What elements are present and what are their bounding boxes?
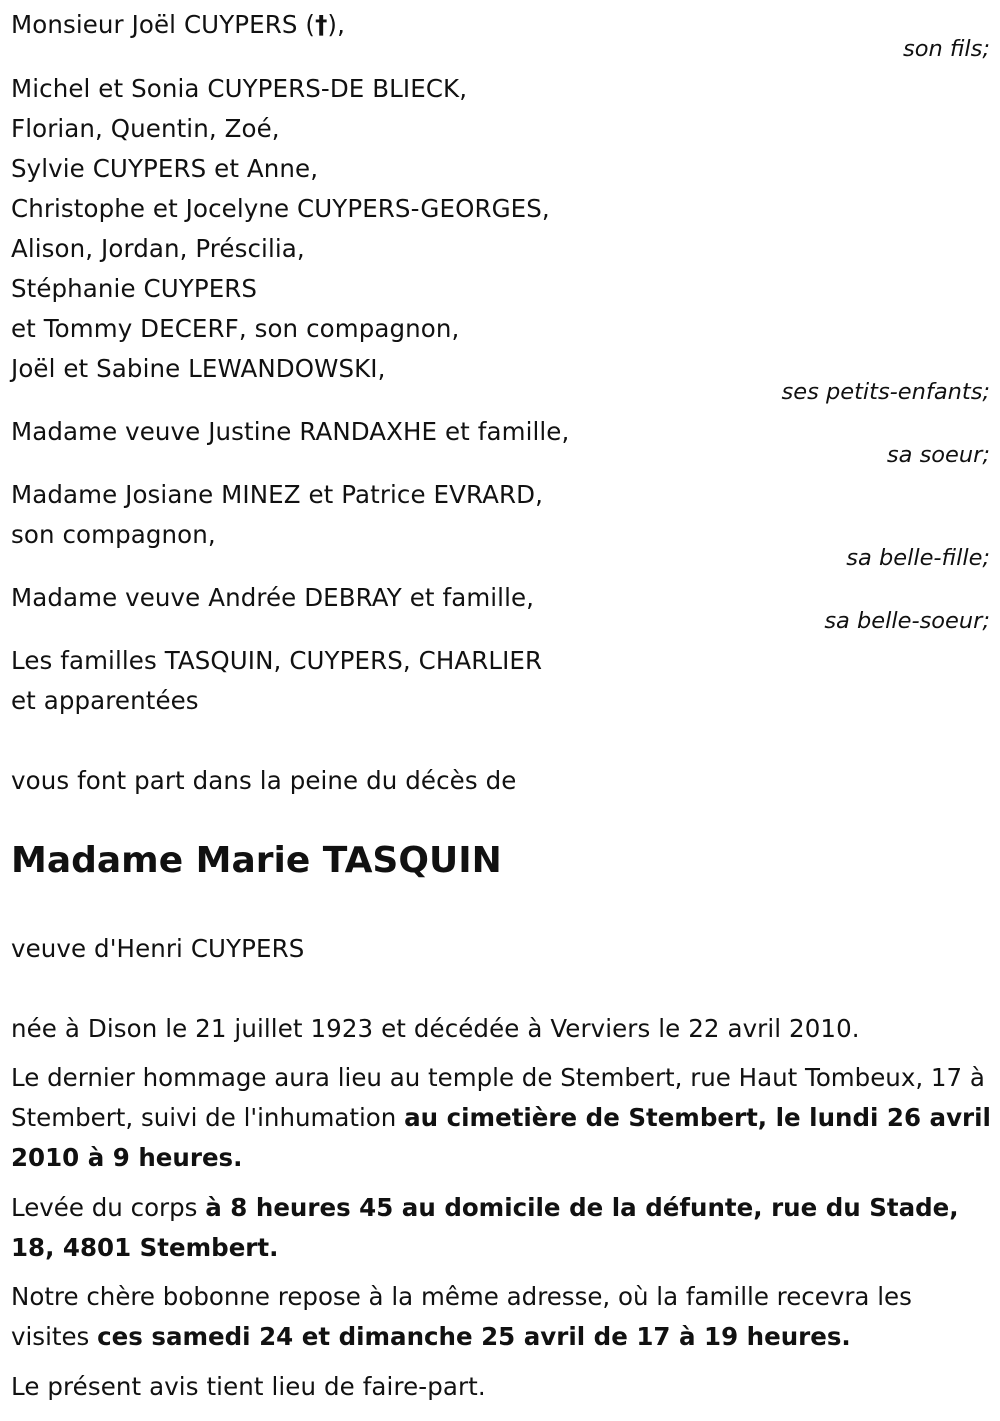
relation-son: son fils; (903, 36, 990, 62)
deceased-name: Madame Marie TASQUIN (11, 840, 502, 881)
widow-of: veuve d'Henri CUYPERS (11, 934, 305, 963)
levee-text: Levée du corps (11, 1193, 206, 1222)
visits-text: Notre chère bobonne repose à la même adresse, où la famille recevra les visites (11, 1282, 912, 1351)
levee-paragraph (11, 1188, 991, 1268)
funeral-text: Le dernier hommage aura lieu au temple de Stembert, rue Haut Tombeux, 17 à Stembert, suivi de l'inhumation (11, 1063, 985, 1132)
relation-sister-in-law: sa belle-soeur; (824, 608, 990, 634)
grandchild-line: Sylvie CUYPERS et Anne, (11, 154, 319, 183)
grandchild-line: Joël et Sabine LEWANDOWSKI, (11, 354, 386, 383)
grandchild-line: Stéphanie CUYPERS (11, 274, 258, 303)
sister-in-law-line: Madame veuve Andrée DEBRAY et famille, (11, 583, 535, 612)
families-line: et apparentées (11, 686, 199, 715)
relation-grandchildren: ses petits-enfants; (781, 379, 990, 405)
grandchild-line: Christophe et Jocelyne CUYPERS-GEORGES, (11, 194, 550, 223)
grandchild-line: Florian, Quentin, Zoé, (11, 114, 280, 143)
grandchild-line: Michel et Sonia CUYPERS-DE BLIECK, (11, 74, 468, 103)
son-name: Monsieur Joël CUYPERS ( (11, 10, 316, 39)
visits-paragraph (11, 1277, 991, 1357)
grandchild-line: et Tommy DECERF, son compagnon, (11, 314, 460, 343)
closing-line: Le présent avis tient lieu de faire-part. (11, 1372, 486, 1401)
daughter-in-law-line: Madame Josiane MINEZ et Patrice EVRARD, (11, 480, 543, 509)
relation-daughter-in-law: sa belle-fille; (846, 545, 990, 571)
levee-bold-text: à 8 heures 45 au domicile de la défunte, rue du Stade, 18, 4801 Stembert. (11, 1193, 959, 1262)
daughter-in-law-line: son compagnon, (11, 520, 216, 549)
funeral-paragraph (11, 1058, 991, 1178)
visits-bold-text: ces samedi 24 et dimanche 25 avril de 17 à 19 heures. (97, 1322, 851, 1351)
sister-line: Madame veuve Justine RANDAXHE et famille, (11, 417, 570, 446)
families-line: Les familles TASQUIN, CUYPERS, CHARLIER (11, 646, 543, 675)
birth-death: née à Dison le 21 juillet 1923 et décédée à Verviers le 22 avril 2010. (11, 1014, 860, 1043)
announcement: vous font part dans la peine du décès de (11, 766, 517, 795)
funeral-bold-text: au cimetière de Stembert, le lundi 26 avril 2010 à 9 heures. (11, 1103, 991, 1172)
grandchild-line: Alison, Jordan, Préscilia, (11, 234, 305, 263)
cross-icon: † (315, 10, 328, 39)
relation-sister: sa soeur; (886, 442, 990, 468)
son-suffix: ), (327, 10, 345, 39)
son-line (11, 5, 345, 45)
